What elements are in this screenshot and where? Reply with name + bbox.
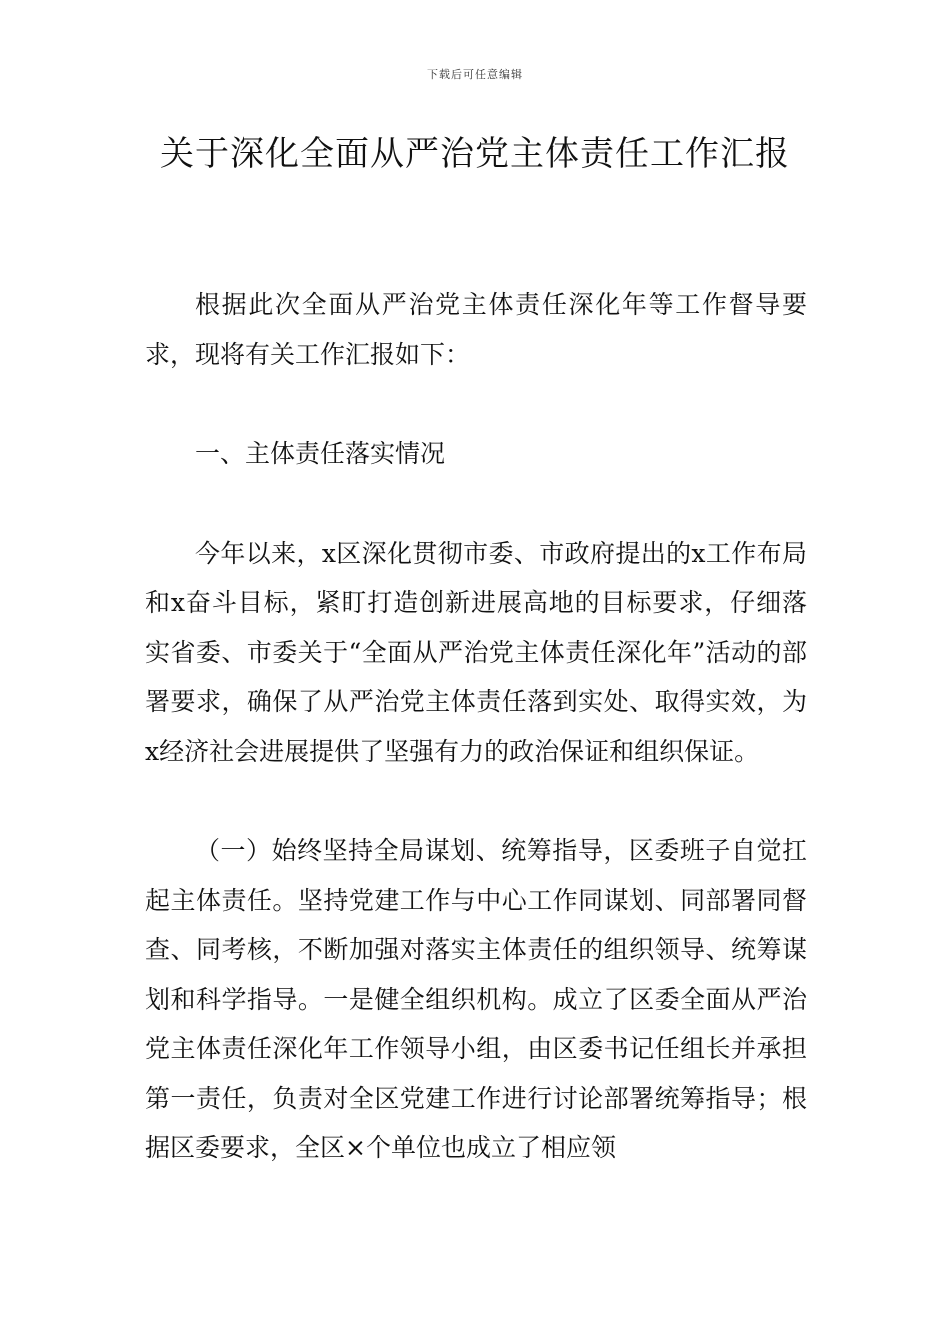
body-paragraph: （一）始终坚持全局谋划、统筹指导，区委班子自觉扛起主体责任。坚持党建工作与中心工作同谋划、同部署同督查、同考核，不断加强对落实主体责任的组织领导、统筹谋划和科学指导。一是健全组织机构。成立了区委全面从严治党主体责任深化年工作领导小组，由区委书记任组长并承担第一责任，负责对全区党建工作进行讨论部署统筹指导；根据区委要求，全区×个单位也成立了相应领: [145, 836, 807, 1162]
document-body: [145, 280, 807, 1173]
body-paragraph: 今年以来，x区深化贯彻市委、市政府提出的x工作布局和x奋斗目标，紧盯打造创新进展高地的目标要求，仔细落实省委、市委关于“全面从严治党主体责任深化年”活动的部署要求，确保了从严治党主体责任落到实处、取得实效，为x经济社会进展提供了坚强有力的政治保证和组织保证。: [145, 538, 807, 766]
page-header: 下载后可任意编辑: [427, 68, 523, 81]
intro-paragraph: 根据此次全面从严治党主体责任深化年等工作督导要求，现将有关工作汇报如下：: [145, 290, 807, 369]
document-title: 关于深化全面从严治党主体责任工作汇报: [160, 134, 790, 174]
section-heading: 一、主体责任落实情况: [195, 439, 446, 468]
